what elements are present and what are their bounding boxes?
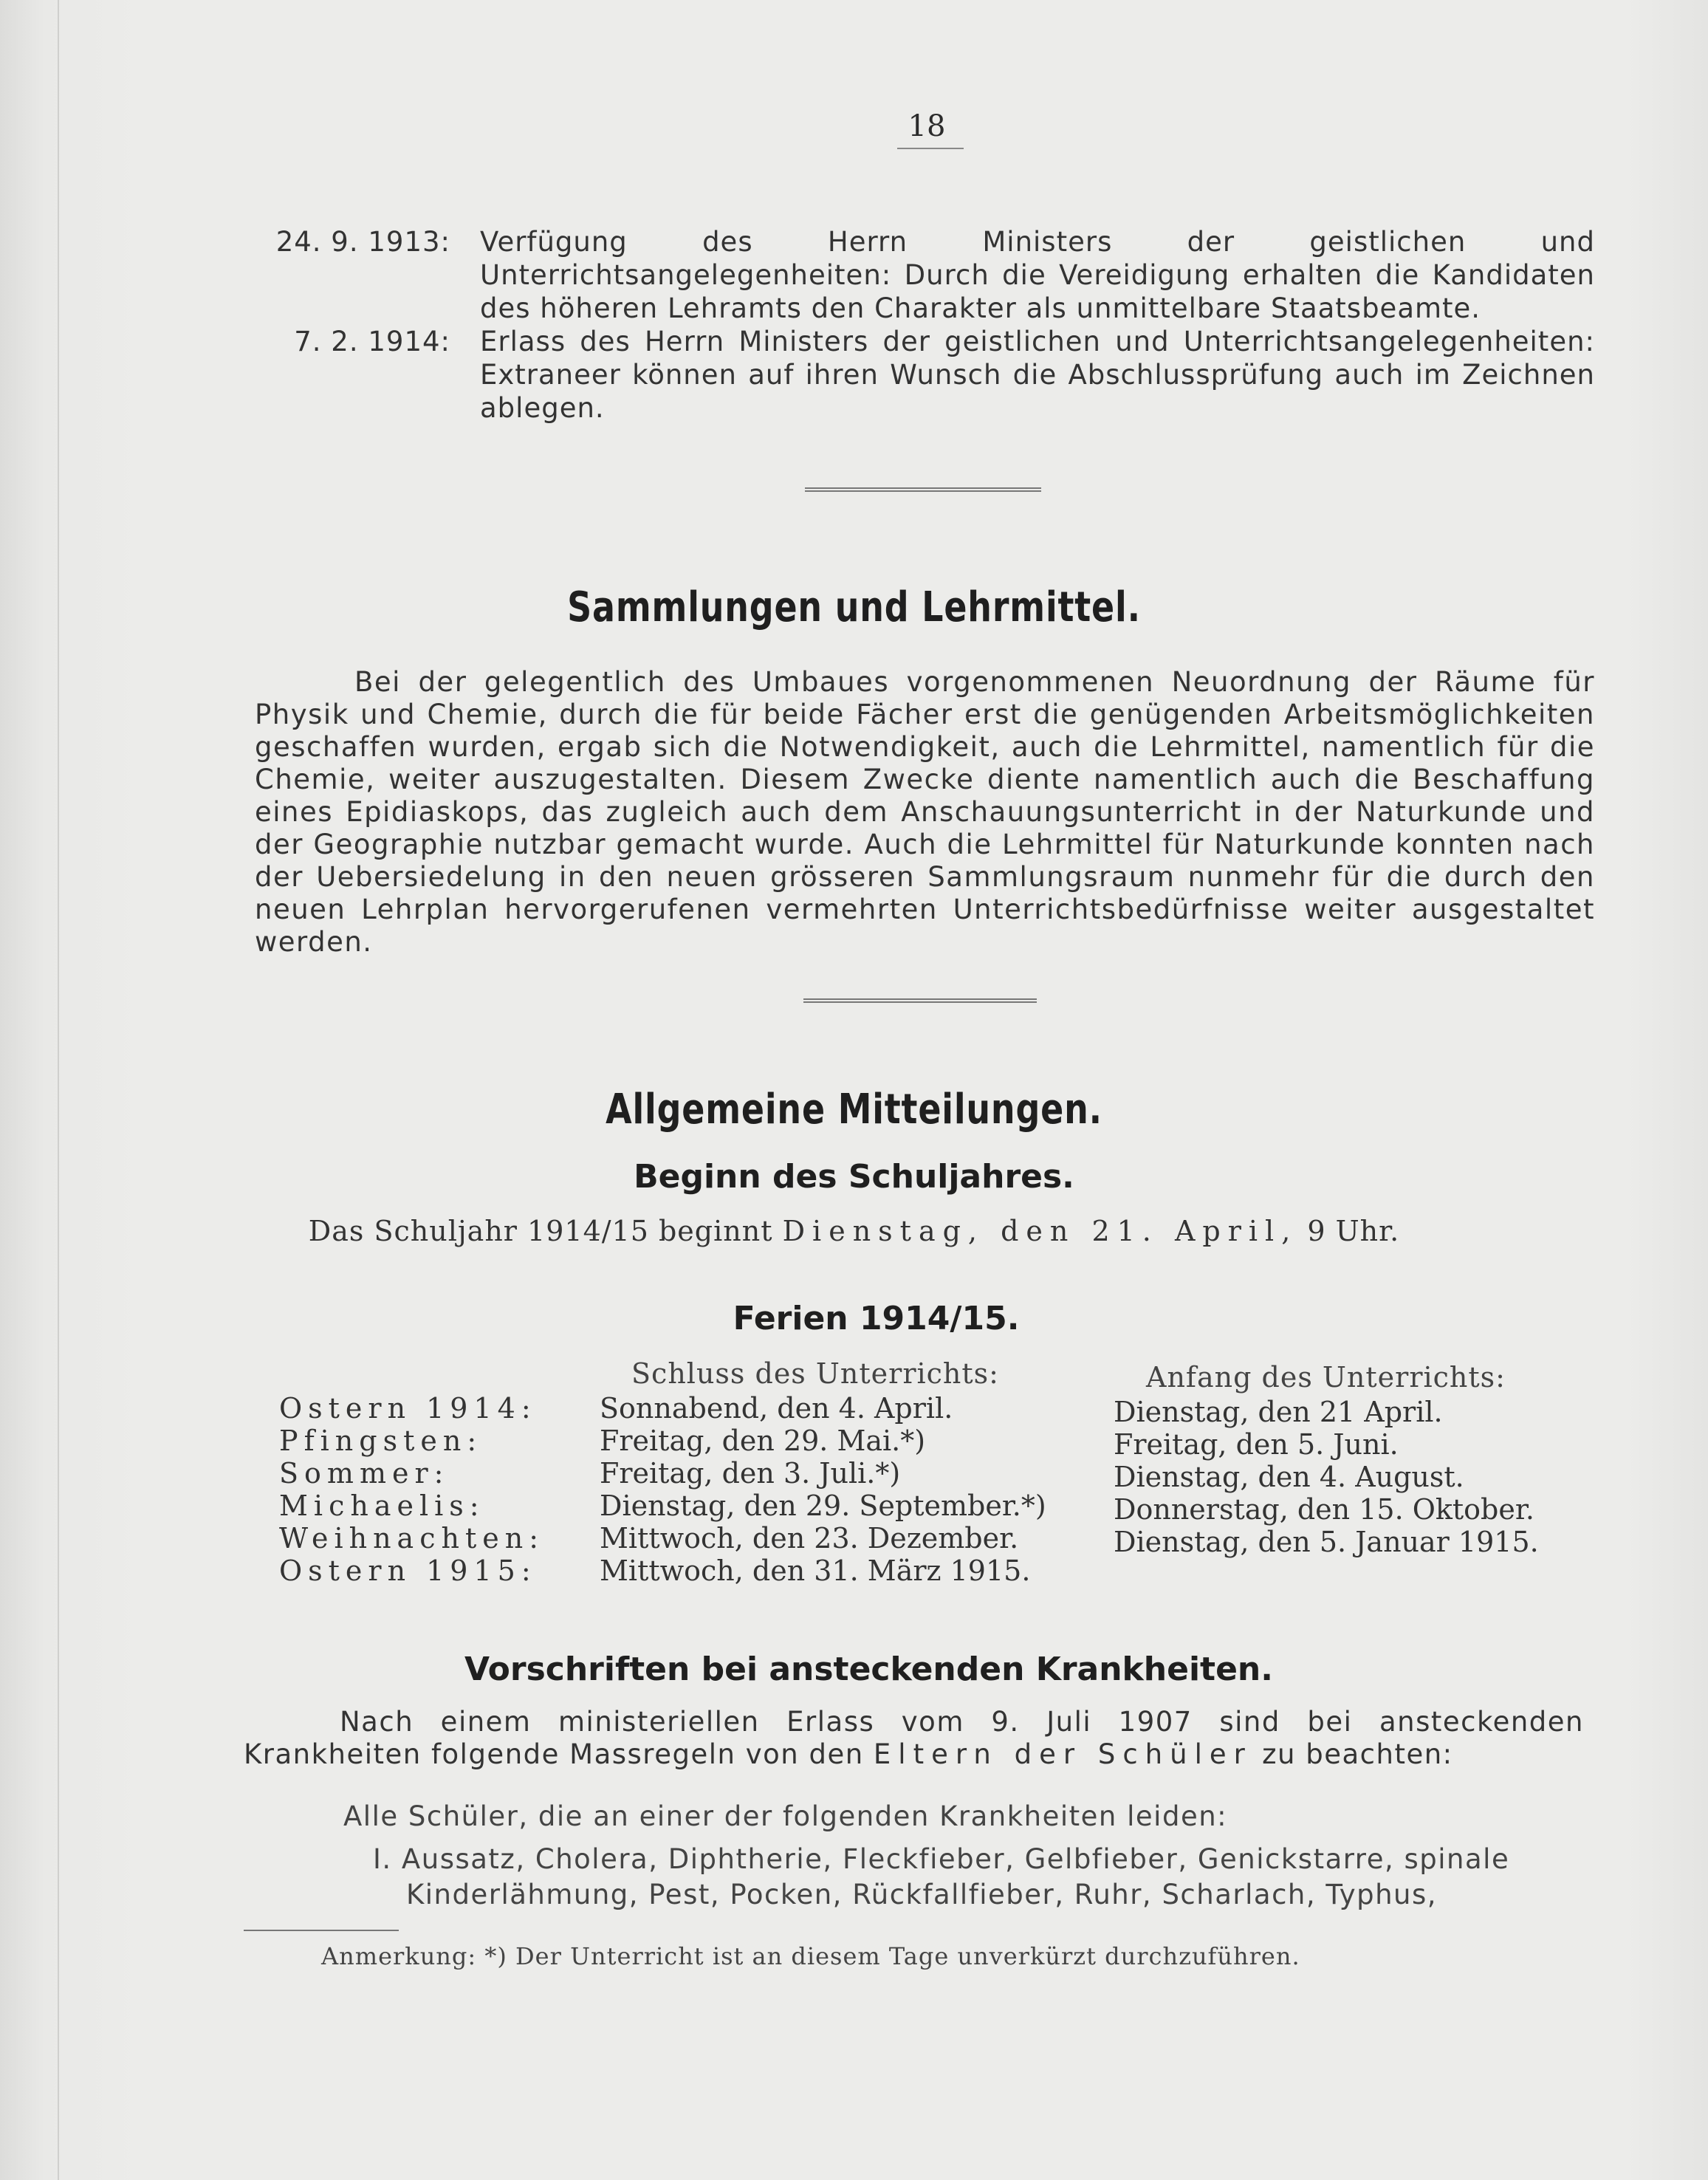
vorschriften-item-1-line-1: I. Aussatz, Cholera, Diphtherie, Fleckfieber, Gelbfieber, Genickstarre, spinale: [373, 1843, 1510, 1875]
ferien-schluss: Mittwoch, den 23. Dezember.: [600, 1522, 1019, 1555]
column-header-schluss: Schluss des Unterrichts:: [631, 1357, 999, 1390]
beginn-post: 9 Uhr.: [1307, 1215, 1400, 1247]
ferien-schluss: Freitag, den 3. Juli.*): [600, 1457, 901, 1490]
subtitle-beginn: Beginn des Schuljahres.: [634, 1158, 1074, 1196]
ferien-schluss: Dienstag, den 29. September.*): [600, 1490, 1046, 1522]
ferien-anfang: Dienstag, den 21 April.: [1114, 1396, 1443, 1428]
page-number-rule: [897, 148, 964, 149]
ferien-schluss: Sonnabend, den 4. April.: [600, 1392, 953, 1425]
beginn-date: Dienstag, den 21. April,: [782, 1215, 1298, 1247]
ferien-name: Pfingsten:: [279, 1425, 483, 1457]
ferien-schluss: Mittwoch, den 31. März 1915.: [600, 1555, 1031, 1587]
ferien-name: Michaelis:: [279, 1490, 485, 1522]
footnote-rule: [244, 1930, 399, 1931]
ferien-schluss-column: [600, 1392, 1046, 1587]
sammlungen-paragraph: Bei der gelegentlich des Umbaues vorgenommenen Neuordnung der Räume für Physik und Chemie, durch die für beide Fächer erst die genügenden Arbeitsmöglichkeiten geschaffen wurden, ergab sich die Notwendigkeit, auch die Lehrmittel, namentlich für die Chemie, weiter auszugestalten. Diesem Zwecke diente namentlich auch die Beschaffung eines Epidiaskops, das zugleich auch dem Anschauungsunterricht in der Naturkunde und der Geographie nutzbar gemacht wurde. Auch die Lehrmittel für Naturkunde konnten nach der Uebersiedelung in den neuen grösseren Sammlungsraum nunmehr für die durch den neuen Lehrplan hervorgerufenen vermehrten Unterrichtsbedürfnisse weiter ausgestaltet werden.: [255, 666, 1595, 958]
ferien-anfang: Dienstag, den 4. August.: [1114, 1461, 1464, 1493]
section-title-mitteilungen: Allgemeine Mitteilungen.: [606, 1086, 1102, 1134]
decree-date: 7. 2. 1914:: [294, 326, 450, 357]
ferien-name: Sommer:: [279, 1457, 450, 1490]
vorschriften-intro-text: Nach einem ministeriellen Erlass vom 9. Juli 1907 sind bei ansteckenden Krankheiten folgende Massregeln von den: [244, 1706, 1584, 1770]
section-separator: [805, 487, 1041, 492]
beginn-line: [0, 1215, 1708, 1247]
ferien-anfang-column: [1114, 1396, 1539, 1558]
decree-text: Erlass des Herrn Ministers der geistlichen und Unterrichtsangelegenheiten: Extraneer können auf ihren Wunsch die Abschlussprüfung auch im Zeichnen ablegen.: [480, 326, 1595, 424]
vorschriften-alle: Alle Schüler, die an einer der folgenden Krankheiten leiden:: [343, 1800, 1228, 1832]
ferien-name: Ostern 1915:: [279, 1555, 537, 1587]
ferien-anfang: Dienstag, den 5. Januar 1915.: [1114, 1526, 1539, 1558]
decree-text: Verfügung des Herrn Ministers der geistlichen und Unterrichtsangelegenheiten: Durch die Vereidigung erhalten die Kandidaten des höheren Lehramts den Charakter als unmittelbare Staatsbeamte.: [480, 226, 1595, 324]
section-separator: [803, 998, 1037, 1003]
vorschriften-intro-end: zu beachten:: [1262, 1738, 1453, 1770]
vorschriften-intro: [244, 1706, 1584, 1771]
vorschriften-intro-spaced: Eltern der Schüler: [873, 1738, 1252, 1770]
section-title-sammlungen: Sammlungen und Lehrmittel.: [567, 583, 1141, 631]
decree-date: 24. 9. 1913:: [275, 226, 450, 258]
ferien-anfang: Freitag, den 5. Juni.: [1114, 1428, 1399, 1461]
ferien-schluss: Freitag, den 29. Mai.*): [600, 1425, 926, 1457]
footnote: Anmerkung: *) Der Unterricht ist an diesem Tage unverkürzt durchzuführen.: [321, 1942, 1300, 1970]
vorschriften-item-1-line-2: Kinderlähmung, Pest, Pocken, Rückfallfieber, Ruhr, Scharlach, Typhus,: [406, 1879, 1438, 1910]
ferien-names: [279, 1392, 544, 1587]
beginn-pre: Das Schuljahr 1914/15 beginnt: [308, 1215, 773, 1247]
column-header-anfang: Anfang des Unterrichts:: [1146, 1361, 1506, 1394]
ferien-name: Ostern 1914:: [279, 1392, 537, 1425]
page-number: 18: [908, 109, 946, 143]
ferien-anfang: Donnerstag, den 15. Oktober.: [1114, 1493, 1534, 1526]
subtitle-vorschriften: Vorschriften bei ansteckenden Krankheiten.: [464, 1651, 1273, 1688]
ferien-name: Weihnachten:: [279, 1522, 544, 1555]
subtitle-ferien: Ferien 1914/15.: [733, 1300, 1020, 1337]
